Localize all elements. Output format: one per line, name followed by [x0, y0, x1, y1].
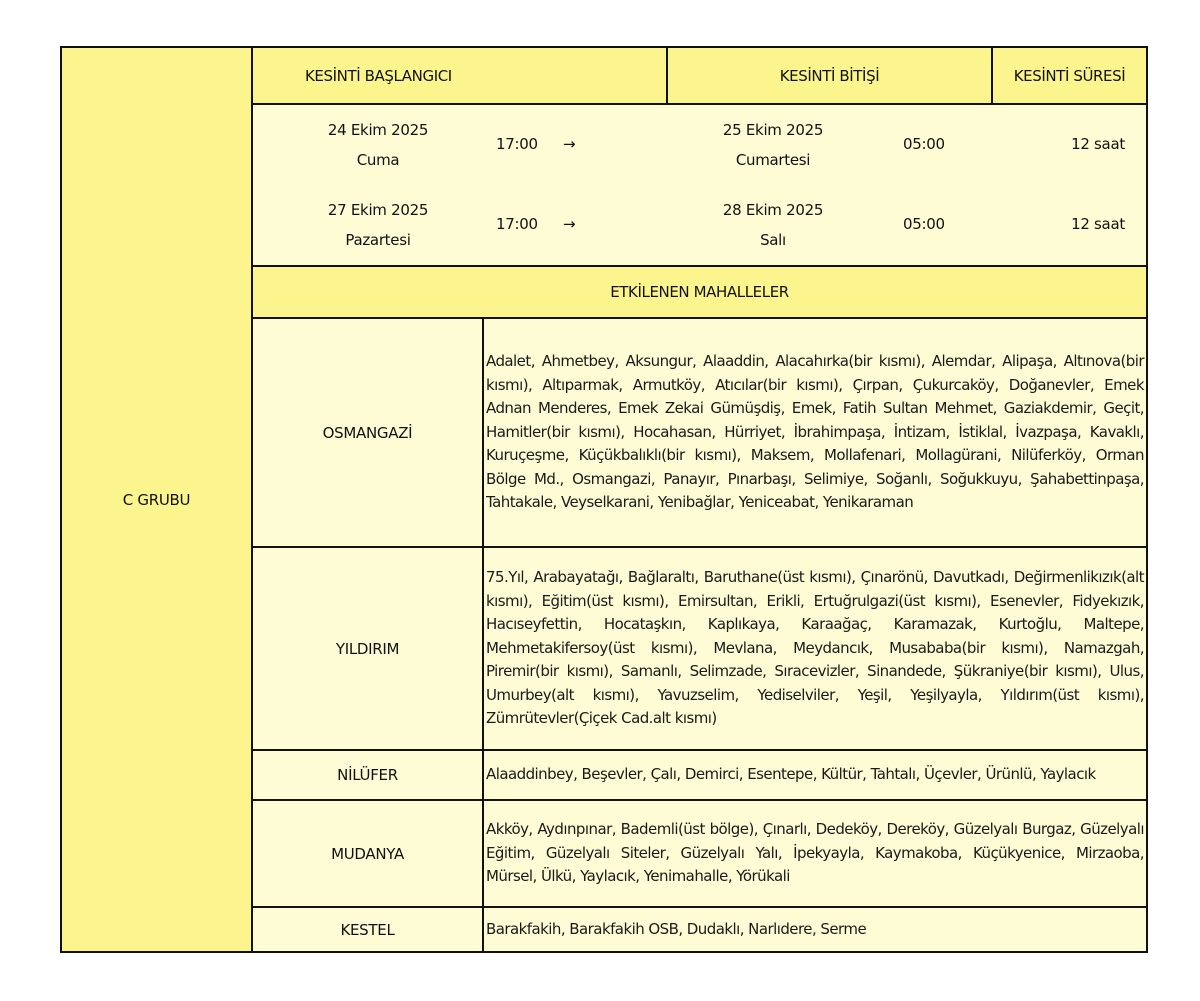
start-date-cell — [293, 195, 463, 255]
district-name: MUDANYA — [253, 801, 484, 906]
header-start: KESİNTİ BAŞLANGICI — [253, 48, 668, 103]
district-name: KESTEL — [253, 908, 484, 951]
district-row — [253, 548, 1146, 751]
end-date: 28 Ekim 2025 — [722, 201, 824, 219]
arrow-icon: → — [563, 135, 576, 153]
start-day: Cuma — [356, 151, 400, 169]
end-time: 05:00 — [903, 215, 945, 233]
neighborhood-text: Adalet, Ahmetbey, Aksungur, Alaaddin, Alacahırka(bir kısmı), Alemdar, Alipaşa, Altınova(bir kısmı), Altıparmak, Armutköy, Atıcılar(bir kısmı), Çırpan, Çukurcaköy, Doğanevler, Emek Adnan Menderes, Emek Zekai Gümüşdiş, Emek, Fatih Sultan Mehmet, Gaziakdemir, Geçit, Hamitler(bir kısmı), Hocahasan, Hürriyet, İbrahimpaşa, İntizam, İstiklal, İvazpaşa, Kavaklı, Kuruçeşme, Küçükbalıklı(bir kısmı), Maksem, Mollafenari, Mollagürani, Nilüferköy, Orman Bölge Md., Osmangazi, Panayır, Pınarbaşı, Selimiye, Soğanlı, Soğukkuyu, Şahabettinpaşa, Tahtakale, Veyselkarani, Yenibağlar, Yeniceabat, Yenikaraman — [486, 351, 1144, 512]
arrow-icon: → — [563, 215, 576, 233]
duration: 12 saat — [1071, 135, 1125, 153]
neighborhood-list — [484, 548, 1146, 749]
outage-table — [60, 46, 1148, 953]
district-name: YILDIRIM — [253, 548, 484, 749]
header-end: KESİNTİ BİTİŞİ — [668, 48, 993, 103]
affected-header — [253, 267, 1146, 319]
end-date: 25 Ekim 2025 — [722, 121, 824, 139]
schedule-row — [253, 185, 1146, 265]
neighborhood-list — [484, 801, 1146, 906]
table-main — [253, 48, 1146, 951]
district-row — [253, 801, 1146, 908]
district-row — [253, 908, 1146, 951]
district-row — [253, 319, 1146, 548]
neighborhood-list — [484, 751, 1146, 799]
start-time: 17:00 — [496, 215, 538, 233]
schedule-block — [253, 105, 1146, 267]
end-date-cell — [688, 115, 858, 175]
end-day: Salı — [760, 231, 786, 249]
district-name: NİLÜFER — [253, 751, 484, 799]
schedule-row — [253, 105, 1146, 185]
neighborhood-list — [484, 908, 1146, 951]
neighborhood-text: Alaaddinbey, Beşevler, Çalı, Demirci, Esentepe, Kültür, Tahtalı, Üçevler, Ürünlü, Yaylacık — [486, 765, 1096, 784]
start-time: 17:00 — [496, 135, 538, 153]
neighborhood-text: Akköy, Aydınpınar, Bademli(üst bölge), Çınarlı, Dedeköy, Dereköy, Güzelyalı Burgaz, Güzelyalı Eğitim, Güzelyalı Siteler, Güzelyalı Yalı, İpekyayla, Kaymakoba, Küçükyenice, Mirzaoba, Mürsel, Ülkü, Yaylacık, Yenimahalle, Yörükali — [486, 820, 1144, 886]
neighborhood-text: 75.Yıl, Arabayatağı, Bağlaraltı, Baruthane(üst kısmı), Çınarönü, Davutkadı, Değirmenlikızık(alt kısmı), Eğitim(üst kısmı), Emirsultan, Erikli, Ertuğrulgazi(üst kısmı), Esenevler, Fidyekızık, Hacıseyfettin, Hocataşkın, Kaplıkaya, Karaağaç, Karamazak, Kurtoğlu, Maltepe, Mehmetakifersoy(üst kısmı), Mevlana, Meydancık, Musababa(bir kısmı), Namazgah, Piremir(bir kısmı), Samanlı, Selimzade, Sıracevizler, Sinandede, Şükraniye(bir kısmı), Ulus, Umurbey(alt kısmı), Yavuzselim, Yediselviler, Yeşil, Yeşilyayla, Yıldırım(üst kısmı), Zümrütevler(Çiçek Cad.alt kısmı) — [486, 567, 1144, 728]
start-date: 27 Ekim 2025 — [327, 201, 429, 219]
end-date-cell — [688, 195, 858, 255]
district-name: OSMANGAZİ — [253, 319, 484, 546]
start-day: Pazartesi — [345, 231, 411, 249]
neighborhood-list — [484, 319, 1146, 546]
neighborhood-text: Barakfakih, Barakfakih OSB, Dudaklı, Narlıdere, Serme — [486, 919, 867, 938]
header-row — [253, 48, 1146, 105]
end-day: Cumartesi — [735, 151, 811, 169]
group-label: C GRUBU — [122, 490, 191, 509]
district-table — [253, 319, 1146, 951]
header-duration: KESİNTİ SÜRESİ — [1013, 66, 1126, 85]
duration: 12 saat — [1071, 215, 1125, 233]
group-label-cell — [62, 48, 253, 951]
end-time: 05:00 — [903, 135, 945, 153]
start-date-cell — [293, 115, 463, 175]
start-date: 24 Ekim 2025 — [327, 121, 429, 139]
affected-header-label: ETKİLENEN MAHALLELER — [610, 283, 789, 301]
district-row — [253, 751, 1146, 801]
